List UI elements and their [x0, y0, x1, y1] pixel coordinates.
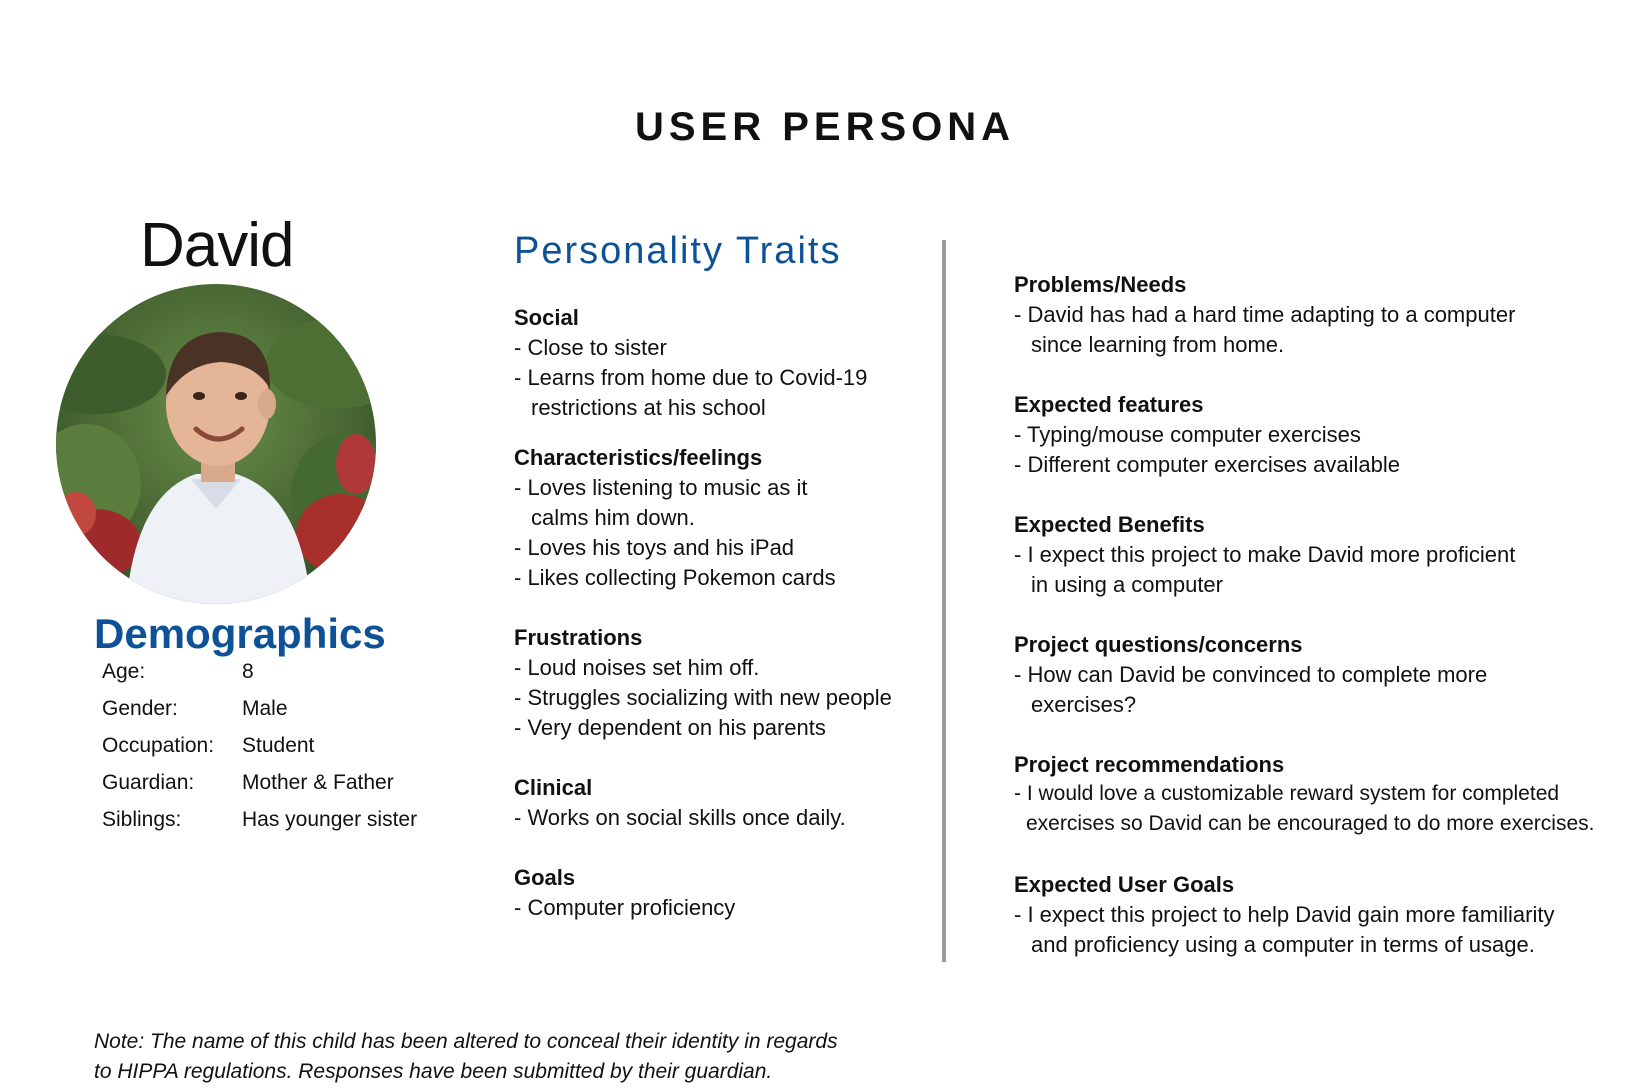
footer-note-line-1: Note: The name of this child has been altered to conceal their identity in regards: [94, 1030, 838, 1053]
benefits-line-2: in using a computer: [1031, 572, 1223, 597]
footer-note: [94, 1027, 874, 1087]
characteristics-line-3: - Loves his toys and his iPad: [514, 535, 795, 560]
problems-line-2: since learning from home.: [1031, 332, 1285, 357]
social-line-2: - Learns from home due to Covid-19: [514, 365, 868, 390]
recommendations-line-1: - I would love a customizable reward system for completed: [1014, 782, 1560, 805]
frustrations-line-3: - Very dependent on his parents: [514, 715, 826, 740]
clinical-line-1: - Works on social skills once daily.: [514, 805, 846, 830]
features-line-2: - Different computer exercises available: [1014, 452, 1400, 477]
footer-note-line-2: to HIPPA regulations. Responses have been submitted by their guardian.: [94, 1060, 773, 1083]
goals-line-1: - Computer proficiency: [514, 895, 736, 920]
features-line-1: - Typing/mouse computer exercises: [1014, 422, 1361, 447]
recommendations-heading: Project recommendations: [1014, 752, 1285, 777]
problems-heading: Problems/Needs: [1014, 272, 1187, 297]
problems-line-1: - David has had a hard time adapting to a computer: [1014, 302, 1516, 327]
demographics-guardian-label: Guardian:: [102, 771, 195, 794]
characteristics-line-4: - Likes collecting Pokemon cards: [514, 565, 836, 590]
demographics-occupation-value: Student: [242, 734, 315, 757]
recommendations-line-2: exercises so David can be encouraged to do more exercises.: [1026, 812, 1595, 835]
personality-traits-heading: Personality Traits: [514, 230, 842, 272]
social-heading: Social: [514, 305, 579, 330]
frustrations-line-1: - Loud noises set him off.: [514, 655, 760, 680]
column-divider: [942, 240, 946, 962]
social-line-3: restrictions at his school: [531, 395, 766, 420]
child-photo-icon: [56, 284, 376, 604]
goals-heading: Goals: [514, 865, 576, 890]
questions-heading: Project questions/concerns: [1014, 632, 1303, 657]
demographics-heading: Demographics: [94, 610, 386, 657]
benefits-heading: Expected Benefits: [1014, 512, 1205, 537]
clinical-heading: Clinical: [514, 775, 593, 800]
social-line-1: - Close to sister: [514, 335, 667, 360]
demographics-gender-value: Male: [242, 697, 288, 720]
user-goals-heading: Expected User Goals: [1014, 872, 1235, 897]
demographics-occupation-label: Occupation:: [102, 734, 215, 757]
demographics-siblings-value: Has younger sister: [242, 808, 418, 831]
frustrations-line-2: - Struggles socializing with new people: [514, 685, 892, 710]
characteristics-heading: Characteristics/feelings: [514, 445, 763, 470]
demographics-age-value: 8: [242, 660, 254, 683]
demographics-age-label: Age:: [102, 660, 146, 683]
benefits-line-1: - I expect this project to make David more proficient: [1014, 542, 1516, 567]
user-goals-line-1: - I expect this project to help David gain more familiarity: [1014, 902, 1555, 927]
user-goals-line-2: and proficiency using a computer in terms of usage.: [1031, 932, 1535, 957]
features-heading: Expected features: [1014, 392, 1204, 417]
characteristics-line-1: - Loves listening to music as it: [514, 475, 808, 500]
page-title: USER PERSONA: [634, 105, 1016, 149]
demographics-siblings-label: Siblings:: [102, 808, 182, 831]
frustrations-heading: Frustrations: [514, 625, 643, 650]
characteristics-line-2: calms him down.: [531, 505, 695, 530]
demographics-guardian-value: Mother & Father: [242, 771, 394, 794]
questions-line-2: exercises?: [1031, 692, 1137, 717]
demographics-gender-label: Gender:: [102, 697, 178, 720]
questions-line-1: - How can David be convinced to complete more: [1014, 662, 1488, 687]
persona-name: David: [140, 211, 294, 280]
